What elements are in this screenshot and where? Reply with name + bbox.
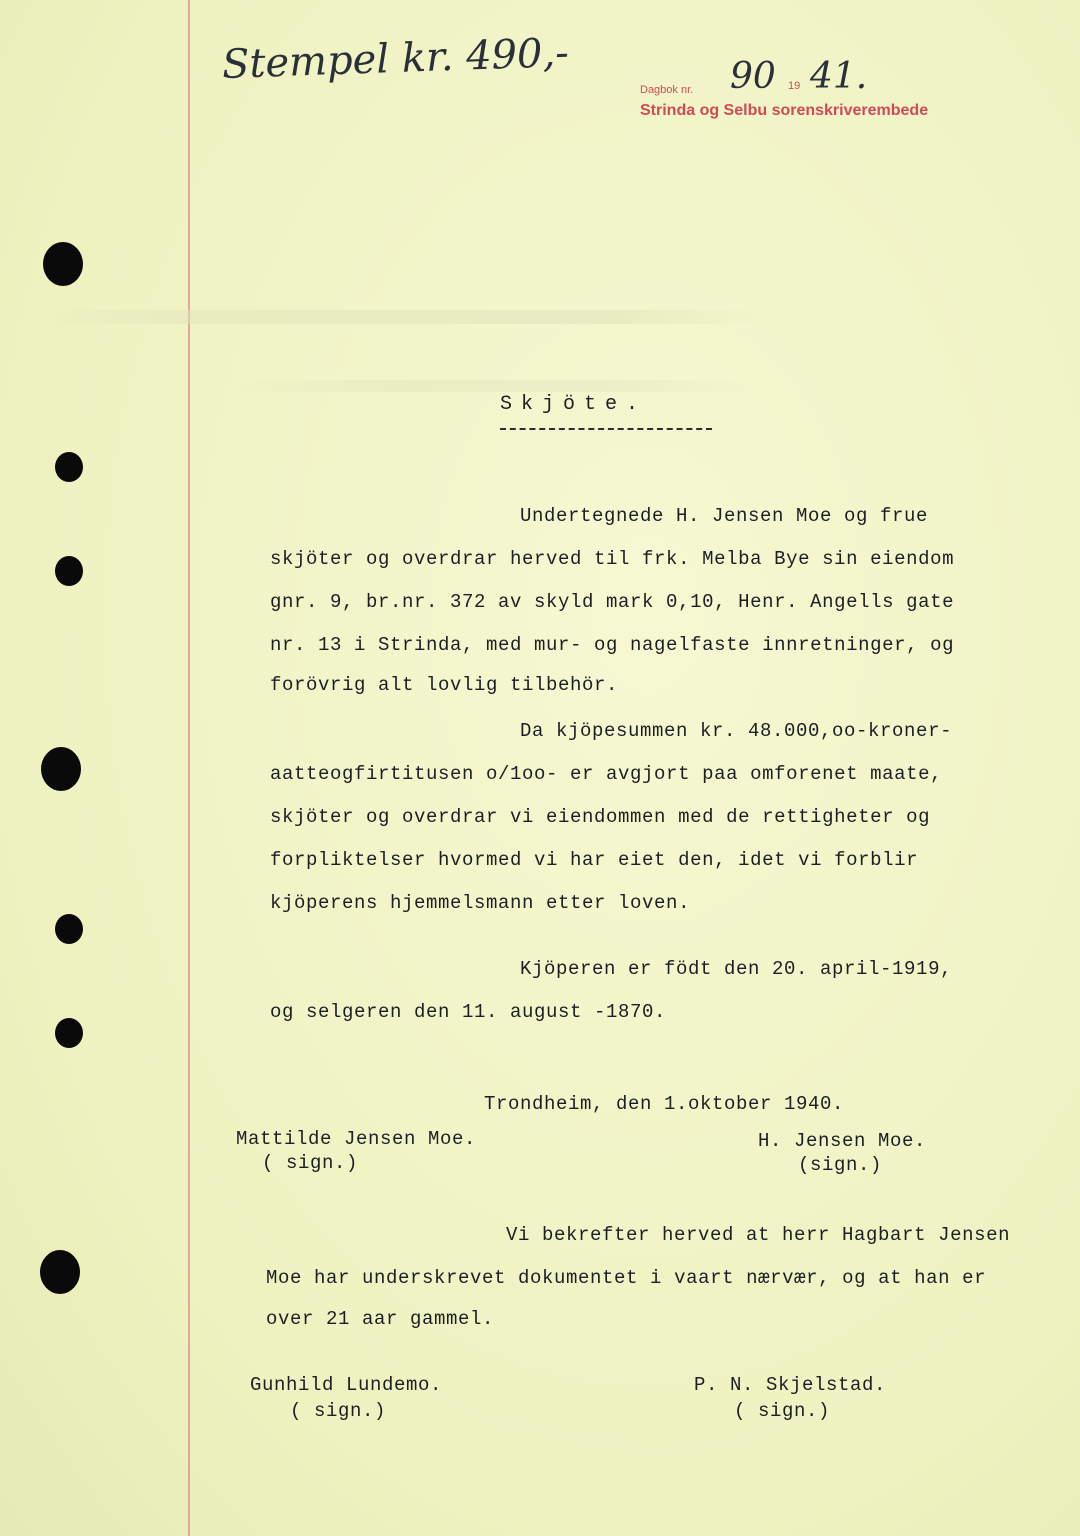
body-line: Undertegnede H. Jensen Moe og frue [520, 505, 929, 527]
bleed-through-mark [230, 380, 750, 392]
place-date: Trondheim, den 1.oktober 1940. [484, 1093, 845, 1115]
signature-left-sign: ( sign.) [262, 1152, 359, 1174]
document-title: Skjöte. [500, 393, 648, 416]
stamp-number: 90 [730, 56, 776, 97]
punch-hole [55, 1018, 83, 1048]
signature-right-name: H. Jensen Moe. [758, 1130, 927, 1152]
body-line: skjöter og overdrar herved til frk. Melba Bye sin eiendom [270, 548, 955, 570]
witness-line: over 21 aar gammel. [266, 1308, 495, 1330]
title-underline [500, 428, 712, 430]
witness-line: Vi bekrefter herved at herr Hagbart Jensen [506, 1224, 1011, 1246]
stamp-dagbok-label: Dagbok nr. [640, 84, 694, 96]
body-line: Kjöperen er födt den 20. april-1919, [520, 958, 953, 980]
punch-hole [55, 452, 83, 482]
handwritten-fee: Stempel kr. 490,- [221, 29, 570, 88]
signature-right-sign: (sign.) [798, 1154, 883, 1176]
witness-right-name: P. N. Skjelstad. [694, 1374, 887, 1396]
punch-hole [41, 747, 81, 791]
body-line: aatteogfirtitusen o/1oo- er avgjort paa omforenet maate, [270, 763, 943, 785]
body-line: skjöter og overdrar vi eiendommen med de rettigheter og [270, 806, 931, 828]
body-line: og selgeren den 11. august -1870. [270, 1001, 667, 1023]
body-line: gnr. 9, br.nr. 372 av skyld mark 0,10, Henr. Angells gate [270, 591, 955, 613]
body-line: nr. 13 i Strinda, med mur- og nagelfaste innretninger, og [270, 634, 955, 656]
bleed-through-mark [40, 310, 770, 324]
witness-right-sign: ( sign.) [734, 1400, 831, 1422]
body-line: forpliktelser hvormed vi har eiet den, idet vi forblir [270, 849, 919, 871]
body-line: kjöperens hjemmelsmann etter loven. [270, 892, 691, 914]
stamp-year-suffix: 41. [810, 56, 868, 97]
margin-rule [188, 0, 190, 1536]
signature-left-name: Mattilde Jensen Moe. [236, 1128, 477, 1150]
stamp-office: Strinda og Selbu sorenskriverembede [640, 102, 929, 119]
punch-hole [55, 556, 83, 586]
witness-left-name: Gunhild Lundemo. [250, 1374, 443, 1396]
witness-line: Moe har underskrevet dokumentet i vaart nærvær, og at han er [266, 1267, 987, 1289]
stamp-year-prefix: 19 [788, 80, 801, 92]
punch-hole [55, 914, 83, 944]
punch-hole [40, 1250, 80, 1294]
punch-hole [43, 242, 83, 286]
body-line: Da kjöpesummen kr. 48.000,oo-kroner- [520, 720, 953, 742]
body-line: forövrig alt lovlig tilbehör. [270, 674, 619, 696]
witness-left-sign: ( sign.) [290, 1400, 387, 1422]
